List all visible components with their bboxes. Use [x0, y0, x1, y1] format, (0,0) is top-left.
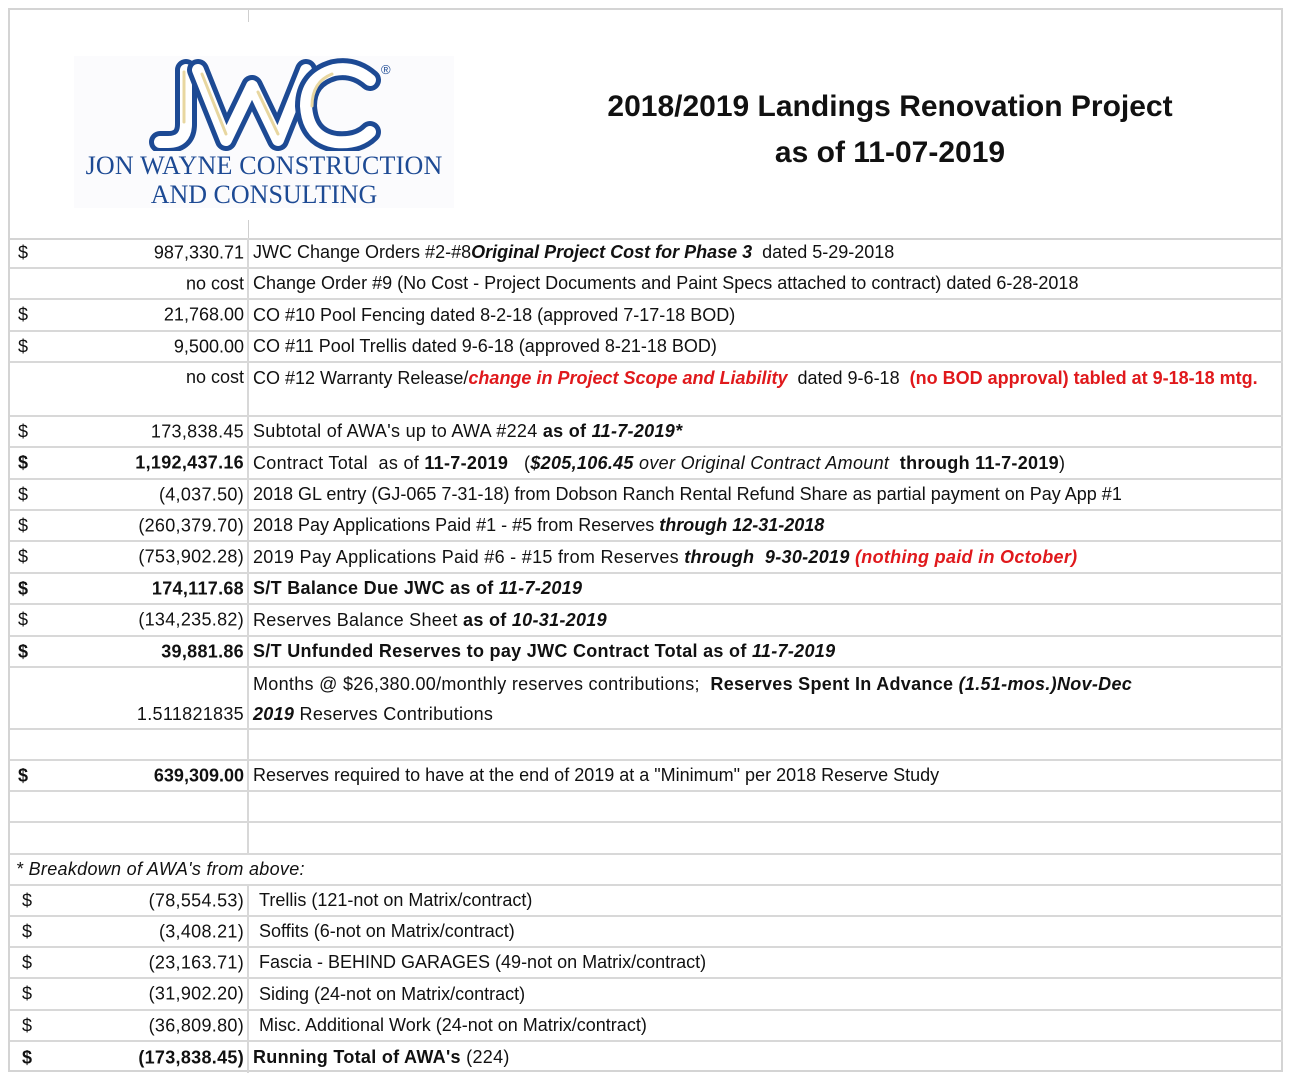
table-row: [10, 332, 1283, 363]
breakdown-row: [10, 948, 1283, 979]
currency-symbol: $: [18, 484, 29, 504]
table-row: [10, 574, 1283, 605]
amount-value: (173,838.45): [138, 1047, 244, 1067]
currency-symbol: $: [22, 983, 33, 1004]
desc-text: Reserves Balance Sheet: [253, 609, 464, 630]
desc-text: dated 9-6-18: [787, 368, 910, 388]
desc-warning: change in Project Scope and Liability: [468, 368, 788, 388]
logo-company-name: JON WAYNE CONSTRUCTION: [85, 151, 443, 180]
desc-text: Reserves Contributions: [294, 704, 494, 724]
amount-value: no cost: [185, 273, 244, 293]
desc-date: 11-7-2019: [424, 452, 509, 473]
amount-cell[interactable]: [10, 238, 249, 267]
page-title: [530, 84, 1250, 176]
amount-cell[interactable]: [10, 668, 249, 728]
desc-text: S/T Unfunded Reserves to pay JWC Contract Total as of: [253, 641, 752, 661]
currency-symbol: $: [18, 421, 29, 441]
desc-text: CO #10 Pool Fencing dated 8-2-18 (approved 7-17-18 BOD): [253, 304, 736, 325]
description-cell[interactable]: [249, 238, 1283, 267]
currency-symbol: $: [22, 1047, 33, 1067]
breakdown-row: [10, 1011, 1283, 1042]
amount-cell[interactable]: [10, 448, 249, 478]
description-cell[interactable]: [249, 761, 1283, 790]
desc-text: (224): [460, 1047, 510, 1067]
amount-cell[interactable]: [10, 1011, 249, 1040]
amount-value: 1,192,437.16: [135, 452, 244, 473]
desc-emphasis: Original Project Cost for Phase 3: [471, 242, 753, 262]
amount-cell[interactable]: [10, 363, 249, 415]
amount-cell[interactable]: [10, 574, 249, 603]
desc-text: ): [1058, 452, 1066, 473]
description-cell[interactable]: [249, 417, 1283, 446]
desc-date: 11-7-2019: [751, 641, 836, 661]
amount-cell[interactable]: [10, 730, 249, 759]
amount-cell[interactable]: [10, 948, 249, 977]
amount-cell[interactable]: [10, 511, 249, 540]
desc-text: Change Order #9 (No Cost - Project Documents and Paint Specs attached to contract) dated 6-28-2018: [253, 273, 1079, 293]
column-divider: [248, 10, 249, 22]
column-divider: [248, 220, 249, 238]
amount-cell[interactable]: [10, 332, 249, 361]
amount-cell[interactable]: [10, 605, 249, 635]
currency-symbol: $: [18, 304, 29, 325]
desc-emphasis: Running Total of AWA's: [253, 1047, 461, 1067]
amount-cell[interactable]: [10, 637, 249, 666]
currency-symbol: $: [18, 242, 29, 262]
amount-cell[interactable]: [10, 792, 249, 821]
amount-value: (31,902.20): [148, 983, 244, 1004]
jwc-monogram-icon: [74, 56, 454, 151]
desc-emphasis: Reserves Spent In Advance: [710, 674, 959, 694]
desc-emphasis: as of: [542, 421, 592, 441]
desc-date: 11-7-2019: [498, 578, 583, 598]
description-cell[interactable]: [249, 823, 1283, 853]
desc-text: CO #12 Warranty Release/: [253, 368, 469, 388]
description-cell[interactable]: [249, 792, 1283, 821]
breakdown-row: [10, 917, 1283, 948]
amount-value: no cost: [185, 367, 244, 387]
title-line-1: 2018/2019 Landings Renovation Project: [607, 90, 1173, 123]
description-cell[interactable]: [249, 480, 1283, 509]
table-row: [10, 605, 1283, 637]
desc-text: Reserves required to have at the end of 2019 at a "Minimum" per 2018 Reserve Study: [253, 765, 940, 785]
description-cell[interactable]: [249, 448, 1283, 478]
jwc-logo: [74, 56, 454, 208]
description-cell[interactable]: [249, 300, 1283, 330]
amount-cell[interactable]: [10, 823, 249, 853]
description-cell[interactable]: [249, 574, 1283, 603]
table-row: [10, 637, 1283, 668]
amount-value: (36,809.80): [148, 1015, 244, 1035]
desc-text: over Original Contract Amount: [633, 452, 890, 473]
currency-symbol: $: [22, 890, 33, 910]
table-row: [10, 823, 1283, 855]
description-cell[interactable]: [249, 1042, 1283, 1073]
description-cell[interactable]: [249, 269, 1283, 298]
sheet-header: [10, 10, 1283, 240]
desc-text: S/T Balance Due JWC as of: [253, 578, 499, 598]
currency-symbol: $: [18, 578, 29, 598]
currency-symbol: $: [18, 515, 29, 535]
breakdown-row: [10, 886, 1283, 917]
amount-cell[interactable]: [10, 886, 249, 915]
desc-text: 2018 GL entry (GJ-065 7-31-18) from Dobson Ranch Rental Refund Share as partial payment on Pay App #1: [253, 484, 1122, 504]
desc-date: through 11-7-2019: [889, 452, 1059, 473]
desc-date: 11-7-2019*: [591, 421, 683, 441]
desc-text: (: [508, 452, 531, 473]
amount-cell[interactable]: [10, 417, 249, 446]
description-cell[interactable]: [249, 668, 1283, 728]
description-cell[interactable]: [249, 637, 1283, 666]
amount-value: (23,163.71): [148, 952, 244, 972]
table-row: [10, 668, 1283, 730]
amount-value: 9,500.00: [173, 336, 244, 356]
amount-value: (78,554.53): [148, 890, 244, 910]
amount-value: 1.511821835: [136, 704, 244, 724]
amount-value: 639,309.00: [153, 765, 244, 785]
spreadsheet: [8, 8, 1283, 1072]
currency-symbol: $: [22, 1015, 33, 1035]
table-row: [10, 542, 1283, 574]
currency-symbol: $: [18, 336, 29, 356]
table-row: [10, 761, 1283, 792]
desc-warning: (nothing paid in October): [849, 546, 1078, 567]
amount-value: 173,838.45: [150, 421, 244, 441]
table-row: [10, 363, 1283, 417]
amount-value: 39,881.86: [161, 641, 244, 661]
description-cell[interactable]: Fascia - BEHIND GARAGES (49-not on Matrix/contract): [259, 952, 707, 972]
description-cell[interactable]: Siding (24-not on Matrix/contract): [259, 983, 526, 1004]
currency-symbol: $: [18, 609, 29, 630]
currency-symbol: $: [18, 452, 29, 473]
desc-text: 2018 Pay Applications Paid #1 - #5 from Reserves: [253, 515, 660, 535]
desc-date: through 9-30-2019: [684, 546, 850, 567]
description-cell[interactable]: Misc. Additional Work (24-not on Matrix/contract): [259, 1015, 647, 1035]
currency-symbol: $: [18, 546, 29, 567]
desc-text: Subtotal of AWA's up to AWA #224: [253, 421, 543, 441]
currency-symbol: $: [18, 641, 29, 661]
table-row: [10, 300, 1283, 332]
table-row: [10, 480, 1283, 511]
amount-cell[interactable]: [10, 542, 249, 572]
description-cell[interactable]: Soffits (6-not on Matrix/contract): [259, 921, 515, 941]
desc-emphasis: (1.51-mos.)Nov-Dec: [958, 674, 1133, 694]
breakdown-heading[interactable]: * Breakdown of AWA's from above:: [16, 859, 305, 879]
amount-value: 21,768.00: [163, 304, 244, 325]
description-cell[interactable]: [249, 605, 1283, 635]
table-row: [10, 238, 1283, 269]
description-cell[interactable]: Trellis (121-not on Matrix/contract): [259, 890, 533, 910]
amount-cell[interactable]: [10, 480, 249, 509]
registered-mark: ®: [381, 62, 391, 77]
amount-cell[interactable]: [10, 1042, 249, 1073]
description-cell[interactable]: [249, 332, 1283, 361]
description-cell[interactable]: [249, 542, 1283, 572]
currency-symbol: $: [18, 765, 29, 785]
table-row: [10, 792, 1283, 823]
breakdown-total-row: [10, 1042, 1283, 1073]
description-cell[interactable]: [249, 363, 1283, 415]
table-row: [10, 448, 1283, 480]
desc-text: Months @ $26,380.00/monthly reserves contributions;: [253, 674, 711, 694]
amount-value: (3,408.21): [158, 921, 244, 941]
breakdown-heading-row: [10, 855, 1283, 886]
currency-symbol: $: [22, 952, 33, 972]
amount-cell[interactable]: [10, 917, 249, 946]
amount-cell[interactable]: [10, 300, 249, 330]
table-row: [10, 269, 1283, 300]
table-row: [10, 417, 1283, 448]
desc-text: dated 5-29-2018: [752, 242, 895, 262]
amount-cell[interactable]: [10, 269, 249, 298]
amount-cell[interactable]: [10, 979, 249, 1009]
amount-value: (134,235.82): [138, 609, 244, 630]
table-row: [10, 730, 1283, 761]
desc-text: JWC Change Orders #2-#8: [253, 242, 472, 262]
desc-text: CO #11 Pool Trellis dated 9-6-18 (approved 8-21-18 BOD): [253, 336, 717, 356]
description-cell[interactable]: [249, 511, 1283, 540]
table-row: [10, 511, 1283, 542]
ledger-table: [10, 238, 1283, 1073]
desc-year: 2019: [253, 704, 295, 724]
currency-symbol: $: [22, 921, 33, 941]
desc-warning: (no BOD approval) tabled at 9-18-18 mtg.: [909, 368, 1258, 388]
desc-text: 2019 Pay Applications Paid #6 - #15 from Reserves: [253, 546, 685, 567]
desc-date: 10-31-2019: [511, 609, 607, 630]
breakdown-row: [10, 979, 1283, 1011]
amount-value: 174,117.68: [151, 578, 244, 598]
desc-text: Contract Total as of: [253, 452, 425, 473]
amount-value: (753,902.28): [138, 546, 244, 567]
desc-amount: $205,106.45: [530, 452, 634, 473]
logo-company-subname: AND CONSULTING: [150, 180, 378, 209]
amount-cell[interactable]: [10, 761, 249, 790]
amount-value: (260,379.70): [138, 515, 244, 535]
desc-emphasis: as of: [463, 609, 512, 630]
title-line-2: as of 11-07-2019: [774, 136, 1006, 169]
description-cell[interactable]: [249, 730, 1283, 759]
desc-date: through 12-31-2018: [659, 515, 825, 535]
amount-value: (4,037.50): [158, 484, 244, 504]
amount-value: 987,330.71: [153, 242, 244, 262]
